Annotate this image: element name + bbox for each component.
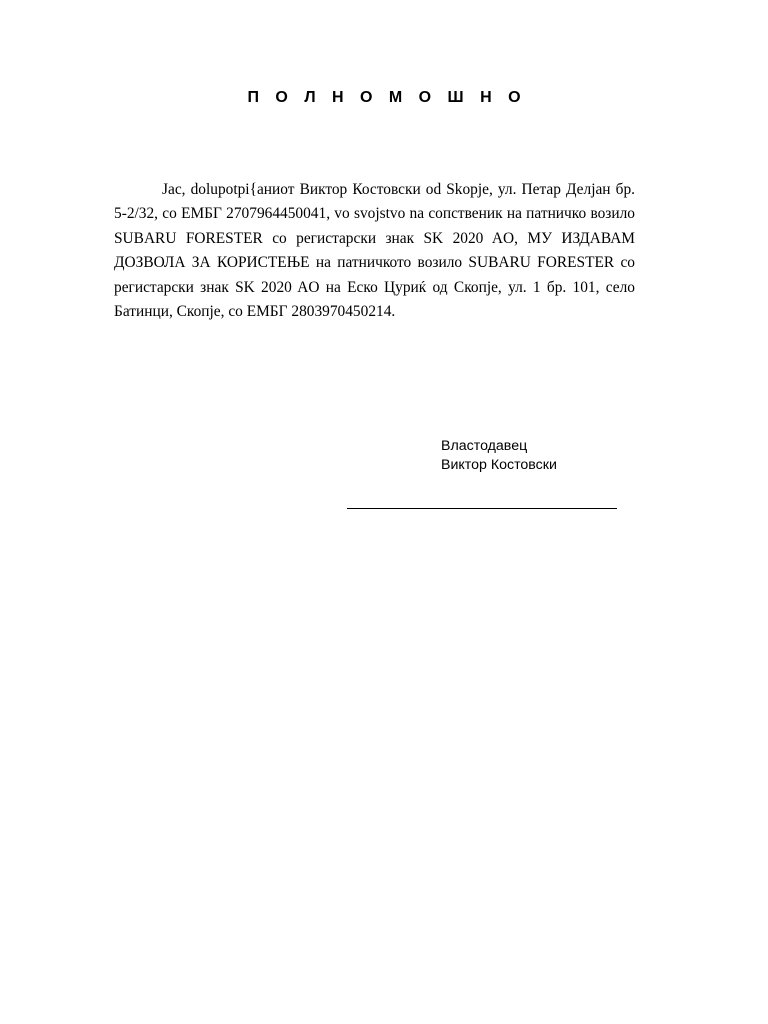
signature-line bbox=[347, 508, 617, 509]
signature-block bbox=[441, 437, 557, 475]
document-title: П О Л Н О М О Ш Н О bbox=[247, 89, 527, 106]
signature-name: Виктор Костовски bbox=[441, 457, 557, 473]
document-body-paragraph: Јас, dolupotpi{аниот Виктор Костовски od Skopje, ул. Петар Делјан бр. 5-2/32, со ЕМБГ 2707964450041, vo svojstvo na сопственик на патничко возило SUBARU FORESTER со регистарски знак SK 2020 AO, МУ ИЗДАВАМ ДОЗВОЛА ЗА КОРИСТЕЊЕ на патничкото возило SUBARU FORESTER со регистарски знак SK 2020 AO на Еско Цуриќ од Скопје, ул. 1 бр. 101, село Батинци, Скопје, со ЕМБГ 2803970450214. bbox=[114, 181, 635, 321]
signature-role: Властодавец bbox=[441, 438, 528, 454]
